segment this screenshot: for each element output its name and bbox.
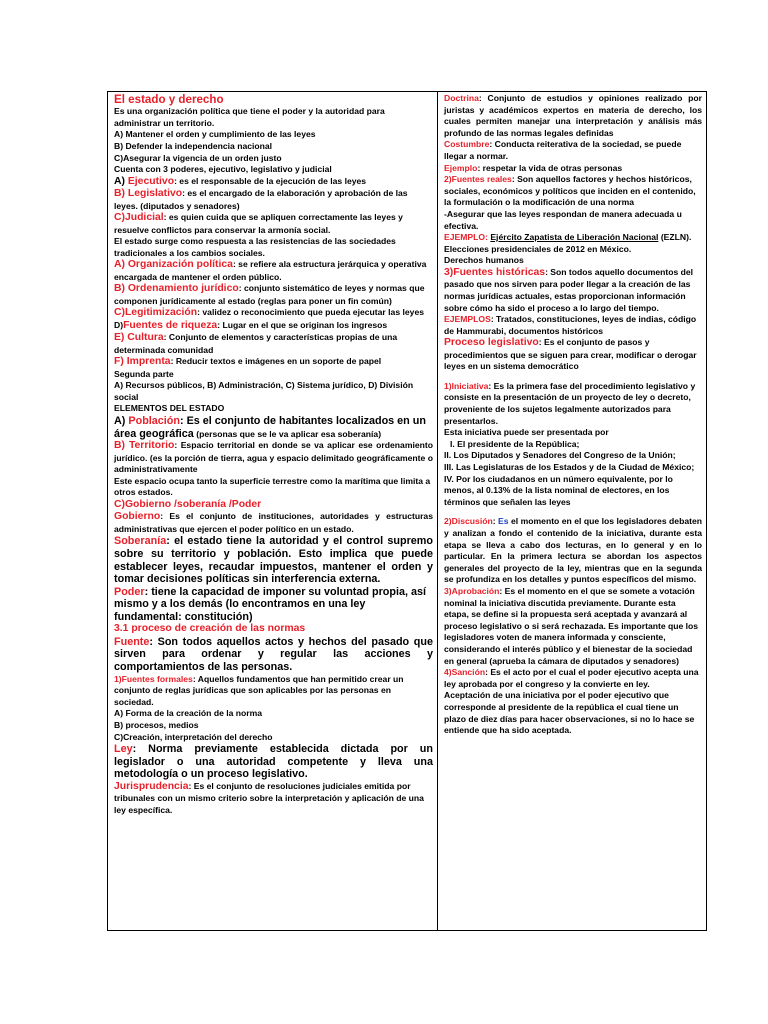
estado-intro: Es una organización política que tiene el poder y la autoridad para administrar un territorio.	[114, 106, 385, 128]
ley-def: : Norma previamente establecida dictada por un legislador o una autoridad competente y lleva una metodología o un proceso legislativo.	[114, 743, 433, 781]
legitimizacion-term: C)Legitimización	[114, 307, 198, 319]
legislativo-entry	[114, 188, 433, 212]
org-politica-term: A) Organización política	[114, 259, 233, 271]
cultura-term: E) Cultura	[114, 332, 164, 344]
ezln-link[interactable]: Ejército Zapatista de Liberación Nacional	[490, 232, 659, 243]
spacer	[444, 373, 702, 381]
historicas-entry	[444, 267, 702, 314]
estado-surge-text: El estado surge como respuesta a las resistencias de las sociedades tradicionales a los cambios sociales.	[114, 236, 396, 258]
ordenamiento-entry	[114, 283, 433, 307]
gobierno-heading: C)Gobierno /soberanía /Poder	[114, 498, 262, 510]
judicial-def: : es quien cuida que se apliquen correctamente las leyes y resuelve conflictos para conservar la armonía social.	[114, 212, 403, 235]
poblacion-entry	[114, 415, 433, 440]
discusion-es: Es	[498, 516, 509, 527]
function-item: B) Defender la independencia nacional	[114, 140, 273, 151]
territorio-entry	[114, 440, 433, 476]
aprobacion-entry	[444, 586, 702, 667]
sancion-entry	[444, 667, 702, 690]
poder-def: : tiene la capacidad de imponer su voluntad propia, así mismo y a los demás (lo encontramos en una ley fundamental: constitución)	[114, 585, 426, 623]
aprobacion-term: 3)Aprobación	[444, 585, 500, 596]
reales-term: 2)Fuentes reales	[444, 174, 512, 185]
formales-item: A) Forma de la creación de la norma	[114, 708, 263, 719]
territorio-term: B) Territorio	[114, 440, 175, 452]
doctrina-term: Doctrina	[444, 93, 479, 103]
right-column	[438, 92, 706, 930]
imprenta-def: : Reducir textos e imágenes en un soporte de papel	[170, 356, 382, 367]
poblacion-note: (personas que se le va aplicar esa soberanía)	[193, 428, 382, 439]
riqueza-entry	[114, 320, 433, 332]
poder-entry	[114, 586, 433, 624]
fuente-entry	[114, 636, 433, 674]
segunda-parte: Segunda parte	[114, 368, 174, 379]
formales-entry	[114, 674, 433, 709]
discusion-def: el momento en el que los legisladores debaten y analizan a fondo el contenido de la iniciativa, durante esta etapa se lleva a cabo dos lecturas, en lo general y en lo particular. En la primera lectura se abordan los aspectos generales del proyecto de la ley, mientras que en la segunda se profundiza en los detalles y puntos específicos del mismo.	[444, 516, 703, 585]
ejecutivo-def: : es el responsable de la ejecución de las leyes	[174, 175, 367, 186]
ejemplo-def: : respetar la vida de otras personas	[477, 162, 623, 173]
riqueza-def: : Lugar en el que se originan los ingresos	[217, 319, 388, 330]
judicial-entry	[114, 212, 433, 236]
formales-number: 1)	[114, 673, 122, 684]
fuente-def: : Son todos aquellos actos y hechos del pasado que sirven para ordenar y regular las acciones y comportamientos de las personas.	[114, 635, 433, 674]
doctrina-def: : Conjunto de estudios y opiniones realizado por juristas y académicos expertos en materia de derecho, los cuales permiten manejar una interpretación y análisis más profundo de las normas legales definidas	[444, 93, 702, 138]
ejemplos-def: : Tratados, constituciones, leyes de indias, código de Hammurabi, documentos históricos	[444, 314, 697, 336]
org-politica-def: : se refiere ala estructura jerárquica y operativa encargada de mantener el orden público.	[114, 259, 427, 282]
ejecutivo-term: Ejecutivo	[127, 175, 175, 187]
formales-item: C)Creación, interpretación del derecho	[114, 731, 273, 742]
aceptacion-text: Aceptación de una iniciativa por el poder ejecutivo que corresponde al presidente de la república el cual tiene un plazo de diez días para hacer observaciones, si no lo hace se entiende que ha sido aceptada.	[444, 690, 695, 736]
costumbre-def: : Conducta reiterativa de la sociedad, se puede llegar a normar.	[444, 139, 682, 161]
document-title: El estado y derecho	[114, 93, 224, 106]
reales-entry	[444, 174, 702, 209]
jurisprudencia-def: : Es el conjunto de resoluciones judiciales emitida por tribunales con un mismo criterio sobre la interpretación y aplicación de una ley específica.	[114, 781, 424, 816]
imprenta-entry	[114, 356, 433, 368]
poblacion-letter: A)	[114, 414, 129, 427]
gobierno-def: : Es el conjunto de instituciones, autoridades y estructuras administrativas que ejercen el poder político en un estado.	[114, 511, 433, 534]
cultura-entry	[114, 332, 433, 356]
legitimizacion-def: : validez o reconocimiento que pueda ejecutar las leyes	[197, 307, 424, 318]
ejemplo-ezln-term: EJEMPLO:	[444, 232, 488, 243]
ejemplo-entry	[444, 163, 702, 175]
soberania-term: Soberanía	[114, 535, 167, 548]
ezln-abbrev: (EZLN).	[658, 232, 692, 243]
iniciativa-def: : Es la primera fase del procedimiento legislativo y consiste en la presentación de un proyecto de ley o decreto, proveniente de los sujetos legalmente autorizados para presentarlos.	[444, 380, 696, 426]
ordenamiento-term: B) Ordenamiento jurídico	[114, 283, 239, 295]
ejemplo-ezln-entry	[444, 232, 702, 244]
cultura-def: : Conjunto de elementos y características propias de una determinada comunidad	[114, 332, 398, 355]
proceso-heading: 3.1 proceso de creación de las normas	[114, 623, 306, 635]
org-politica-entry	[114, 259, 433, 283]
formales-item: B) procesos, medios	[114, 720, 199, 731]
historicas-def: : Son todos aquello documentos del pasado que nos sirven para poder llegar a la creación de las normas jurídicas actuales, estas proporcionan información sobre cómo ha sido el proceso a lo largo del tiempo.	[444, 266, 694, 313]
iniciativa-term: 1)Iniciativa	[444, 380, 489, 391]
iniciativa-item: III. Las Legislaturas de los Estados y de la Ciudad de México;	[444, 462, 695, 473]
ley-entry	[114, 743, 433, 781]
soberania-def: : el estado tiene la autoridad y el control supremo sobre su territorio y población. Esto implica que puede establecer leyes, recaudar impuestos, mantener el orden y tomar decisiones políticas sin interferencia externa.	[114, 535, 433, 586]
imprenta-term: F) Imprenta	[114, 356, 171, 368]
aprobacion-def: : Es el momento en el que se somete a votación nominal la iniciativa discutida previamente. Durante esta etapa, se define si la propuesta será aceptada y avanzará al proceso legislativo o si será rechazada. Es importante que los legisladores voten de manera informada y consciente, considerando el interés público y el bienestar de la sociedad en general (aprueba la cámara de diputados y senadores)	[444, 585, 699, 666]
iniciativa-intro: Esta iniciativa puede ser presentada por	[444, 427, 609, 438]
legitimizacion-entry	[114, 307, 433, 319]
ordenamiento-def: : conjunto sistemático de leyes y normas que componen jurídicamente al estado (reglas para poner un fin común)	[114, 283, 425, 306]
jurisprudencia-term: Jurisprudencia	[114, 781, 189, 793]
sancion-term: 4)Sanción	[444, 667, 486, 678]
discusion-entry	[444, 516, 702, 586]
gobierno-term: Gobierno	[114, 511, 161, 523]
formales-term: Fuentes formales	[121, 673, 193, 684]
superficie-text: Este espacio ocupa tanto la superficie terrestre como la marítima que limita a otros estados.	[114, 475, 431, 498]
soberania-entry	[114, 535, 433, 585]
legislativo-term: B) Legislativo	[114, 188, 183, 200]
fuente-term: Fuente	[114, 635, 150, 648]
costumbre-entry	[444, 139, 702, 162]
proceso-entry	[444, 337, 702, 373]
territorio-def: : Espacio territorial en donde se va aplicar ese ordenamiento jurídico. (es la porción de tierra, agua y espacio delimitado geográficamente o administrativamente	[114, 440, 433, 475]
ejemplo-term: Ejemplo	[444, 162, 478, 173]
poblacion-term: Población	[128, 414, 180, 427]
ejecutivo-letter: A)	[114, 175, 128, 187]
legislativo-def: : es el encargado de la elaboración y aprobación de las leyes. (diputados y senadores)	[114, 188, 408, 211]
gobierno-entry	[114, 511, 433, 535]
riqueza-letter: D)	[114, 319, 124, 330]
elecciones-text: Elecciones presidenciales de 2012 en México.	[444, 243, 632, 254]
proceso-term: Proceso legislativo	[444, 337, 539, 349]
judicial-term: C)Judicial	[114, 212, 164, 224]
asegurar-text: -Asegurar que las leyes respondan de manera adecuada u efectiva.	[444, 208, 682, 231]
document-page	[107, 91, 707, 931]
spacer	[444, 508, 702, 516]
recursos-text: A) Recursos públicos, B) Administración, C) Sistema jurídico, D) División social	[114, 380, 414, 402]
elementos-heading: ELEMENTOS DEL ESTADO	[114, 403, 225, 414]
ejemplos-entry	[444, 314, 702, 337]
powers-text: Cuenta con 3 poderes, ejecutivo, legislativo y judicial	[114, 164, 332, 175]
ejecutivo-entry	[114, 176, 433, 188]
function-item: C)Asegurar la vigencia de un orden justo	[114, 152, 282, 163]
reales-def: : Son aquellos factores y hechos históricos, sociales, económicos y políticos que inciden en el contenido, la formulación o la modificación de una norma	[444, 174, 696, 208]
costumbre-term: Costumbre	[444, 139, 490, 150]
poder-term: Poder	[114, 585, 145, 598]
derechos-text: Derechos humanos	[444, 255, 524, 266]
doctrina-entry	[444, 93, 702, 139]
iniciativa-item: IV. Por los ciudadanos en un número equivalente, por lo menos, al 0.13% de la lista nominal de electores, en los términos que señalen las leyes	[444, 473, 673, 507]
iniciativa-item: II. Los Diputados y Senadores del Congreso de la Unión;	[444, 450, 676, 461]
riqueza-term: Fuentes de riqueza	[123, 319, 218, 331]
historicas-term: 3)Fuentes históricas	[444, 266, 546, 278]
iniciativa-item: I. El presidente de la República;	[450, 438, 580, 449]
formales-def: : Aquellos fundamentos que han permitido crear un conjunto de reglas jurídicas que son aplicables por las personas en sociedad.	[114, 673, 404, 707]
jurisprudencia-entry	[114, 781, 433, 817]
left-column	[108, 92, 438, 930]
poblacion-def: : Es el conjunto de habitantes localizados en un área geográfica	[114, 414, 426, 440]
sancion-def: : Es el acto por el cual el poder ejecutivo acepta una ley aprobada por el congreso y la convierte en ley.	[444, 667, 699, 689]
ley-term: Ley	[114, 743, 133, 756]
iniciativa-entry	[444, 381, 702, 427]
function-item: A) Mantener el orden y cumplimiento de las leyes	[114, 129, 316, 140]
proceso-def: : Es el conjunto de pasos y procedimientos que se siguen para crear, modificar o derogar leyes en un sistema democrático	[444, 337, 697, 372]
ejemplos-term: EJEMPLOS	[444, 314, 491, 325]
discusion-term: 2)Discusión	[444, 516, 493, 527]
discusion-colon: :	[492, 516, 499, 527]
